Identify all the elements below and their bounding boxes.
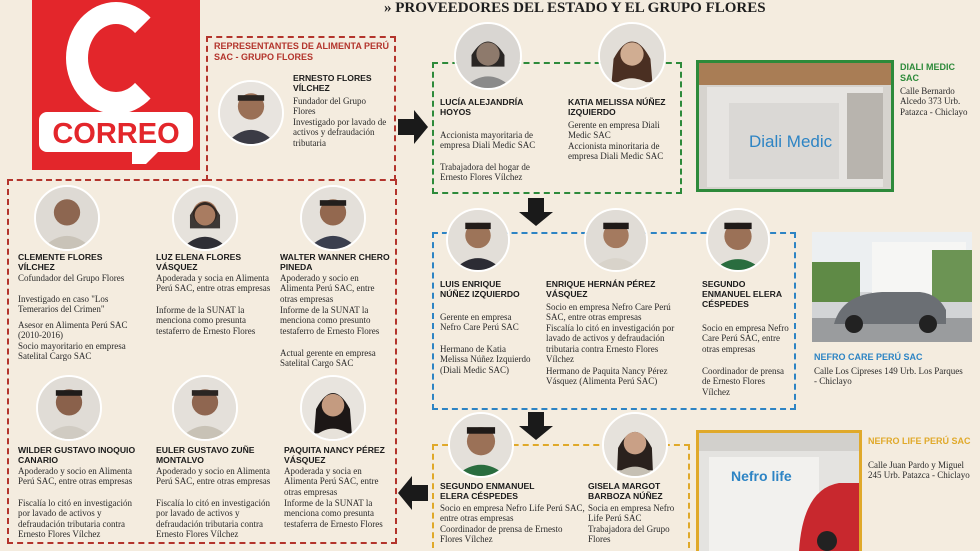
person-photo-luis: [446, 208, 510, 272]
person-name-clemente: CLEMENTE FLORES VÍLCHEZ: [18, 252, 103, 272]
person-desc-gisela-1: Socia en empresa Nefro Life Perú SAC: [588, 503, 675, 524]
person-desc-enrique-1: Socio en empresa Nefro Care Perú SAC, entre otras empresas: [546, 302, 671, 323]
person-photo-icon: [220, 82, 282, 144]
person-name-katia: KATIA MELISSA NÚÑEZ IZQUIERDO: [568, 97, 666, 117]
nefrocare-building-photo: [812, 232, 972, 342]
person-photo-icon: [448, 210, 508, 270]
diali-address: Calle Bernardo Alcedo 373 Urb. Patazca - Chiclayo: [900, 86, 968, 117]
person-name-gisela: GISELA MARGOT BARBOZA NÚÑEZ: [588, 481, 663, 501]
person-desc-katia-1: Gerente en empresa Diali Medic SAC: [568, 120, 660, 141]
person-photo-katia: [598, 22, 666, 90]
building-icon: [699, 63, 891, 189]
person-photo-euler: [172, 375, 238, 441]
person-desc-paquita-1: Apoderada y socia en Alimenta Perú SAC, entre otras empresas: [284, 466, 379, 497]
leader-desc-2: Investigado por lavado de activos y defraudación tributaria: [293, 117, 387, 148]
person-desc-walter-3: Actual gerente en empresa Satelital Cargo SAC: [280, 348, 376, 369]
nefrolife-company-name: NEFRO LIFE PERÚ SAC: [868, 436, 971, 446]
person-desc-walter-2: Informe de la SUNAT la menciona como presunto testaferro de Ernesto Flores: [280, 305, 380, 336]
person-photo-enrique: [584, 208, 648, 272]
person-photo-icon: [174, 377, 236, 439]
building-icon: [699, 433, 859, 551]
person-desc-luis-2: Hermano de Katia Melissa Núñez Izquierdo (Diali Medic SAC): [440, 344, 531, 375]
person-desc-lucia-2: Trabajadora del hogar de Ernesto Flores Vílchez: [440, 162, 530, 183]
person-photo-icon: [302, 187, 364, 249]
person-desc-euler-2: Fiscalía lo citó en investigación por lavado de activos y defraudación tributaria contra Ernesto Flores Vílchez: [156, 498, 270, 539]
person-desc-lucia-1: Accionista mayoritaria de empresa Diali Medic SAC: [440, 130, 536, 151]
person-name-segundo-care: SEGUNDO ENMANUEL ELERA CÉSPEDES: [702, 279, 782, 309]
person-photo-segundo-life: [448, 412, 514, 478]
person-photo-gisela: [602, 412, 668, 478]
leader-photo: [218, 80, 284, 146]
person-photo-icon: [450, 414, 512, 476]
person-photo-luz: [172, 185, 238, 251]
person-photo-clemente: [34, 185, 100, 251]
diali-company-name: DIALI MEDIC SAC: [900, 62, 955, 83]
diali-building-photo: [696, 60, 894, 192]
person-photo-icon: [600, 24, 664, 88]
person-photo-icon: [586, 210, 646, 270]
person-name-euler: EULER GUSTAVO ZUÑE MONTALVO: [156, 445, 255, 465]
arrow-down-icon: [519, 198, 553, 226]
person-desc-gisela-2: Trabajadora del Grupo Flores: [588, 524, 670, 545]
person-desc-luz-2: Informe de la SUNAT la menciona como presunta testaferro de Ernesto Flores: [156, 305, 256, 336]
nefrolife-sign-text: Nefro life: [731, 468, 792, 484]
person-photo-paquita: [300, 375, 366, 441]
logo-bubble-tail: [132, 150, 160, 164]
arrow-down-icon: [519, 412, 553, 440]
person-photo-icon: [38, 377, 100, 439]
person-photo-icon: [174, 187, 236, 249]
diali-sign-text: Diali Medic: [749, 132, 833, 151]
building-icon: [812, 232, 972, 342]
person-photo-segundo-care: [706, 208, 770, 272]
person-name-walter: WALTER WANNER CHERO PINEDA: [280, 252, 390, 272]
person-desc-euler-1: Apoderado y socio en Alimenta Perú SAC, entre otras empresas: [156, 466, 271, 487]
person-name-luz: LUZ ELENA FLORES VÁSQUEZ: [156, 252, 242, 272]
page-title: » PROVEEDORES DEL ESTADO Y EL GRUPO FLORES: [384, 0, 766, 16]
person-name-paquita: PAQUITA NANCY PÉREZ VÁSQUEZ: [284, 445, 385, 465]
person-desc-segundo-life-1: Socio en empresa Nefro Life Perú SAC, entre otras empresas: [440, 503, 585, 524]
person-desc-luis-1: Gerente en empresa Nefro Care Perú SAC: [440, 312, 519, 333]
person-desc-segundo-life-2: Coordinador de prensa de Ernesto Flores Vílchez: [440, 524, 563, 545]
logo-wordmark: CORREO: [52, 118, 180, 150]
nefrolife-address: Calle Juan Pardo y Miguel 245 Urb. Patazca - Chiclayo: [868, 460, 970, 481]
person-desc-wilder-1: Apoderado y socio en Alimenta Perú SAC, entre otras empresas: [18, 466, 133, 487]
person-desc-luz-1: Apoderada y socia en Alimenta Perú SAC, entre otras empresas: [156, 273, 271, 294]
person-desc-wilder-2: Fiscalía lo citó en investigación por lavado de activos y defraudación tributaria contra Ernesto Flores Vílchez: [18, 498, 132, 539]
arrow-left-icon: [398, 476, 428, 510]
person-desc-segundo-care-2: Coordinador de prensa de Ernesto Flores Vílchez: [702, 366, 784, 397]
person-photo-icon: [302, 377, 364, 439]
person-photo-wilder: [36, 375, 102, 441]
person-desc-segundo-care-1: Socio en empresa Nefro Care Perú SAC, entre otras empresas: [702, 323, 789, 354]
person-desc-clemente-3: Asesor en Alimenta Perú SAC (2010-2016): [18, 320, 128, 341]
logo-c-mark: [66, 2, 166, 114]
person-desc-enrique-3: Hermano de Paquita Nancy Pérez Vásquez (Alimenta Perú SAC): [546, 366, 668, 387]
nefrolife-building-photo: [696, 430, 862, 551]
person-name-segundo-life: SEGUNDO ENMANUEL ELERA CÉSPEDES: [440, 481, 535, 501]
person-photo-icon: [456, 24, 520, 88]
person-name-enrique: ENRIQUE HERNÁN PÉREZ VÁSQUEZ: [546, 279, 656, 299]
person-desc-clemente-2: Investigado en caso "Los Temerarios del Crimen": [18, 294, 109, 315]
correo-logo: [32, 0, 200, 170]
person-photo-icon: [604, 414, 666, 476]
person-name-wilder: WILDER GUSTAVO INOQUIO CANARIO: [18, 445, 136, 465]
person-desc-katia-2: Accionista minoritaria de empresa Diali Medic SAC: [568, 141, 664, 162]
person-photo-lucia: [454, 22, 522, 90]
nefrocare-address: Calle Los Cipreses 149 Urb. Los Parques - Chiclayo: [814, 366, 963, 387]
representantes-heading: REPRESENTANTES DE ALIMENTA PERÚ SAC - GRUPO FLORES: [214, 41, 390, 62]
person-name-lucia: LUCÍA ALEJANDRÍA HOYOS: [440, 97, 524, 117]
person-photo-icon: [36, 187, 98, 249]
person-desc-walter-1: Apoderado y socio en Alimenta Perú SAC, entre otras empresas: [280, 273, 375, 304]
person-desc-clemente-4: Socio mayoritario en empresa Satelital Cargo SAC: [18, 341, 126, 362]
person-desc-enrique-2: Fiscalía lo citó en investigación por lavado de activos y defraudación tributaria contra Ernesto Flores Vílchez: [546, 323, 675, 364]
leader-name: ERNESTO FLORES VÍLCHEZ: [293, 73, 372, 93]
person-desc-paquita-2: Informe de la SUNAT la menciona como presunta testaferra de Ernesto Flores: [284, 498, 383, 529]
representantes-box-top-left: [7, 179, 208, 181]
leader-desc-1: Fundador del Grupo Flores: [293, 96, 366, 117]
nefrocare-company-name: NEFRO CARE PERÚ SAC: [814, 352, 923, 362]
arrow-right-icon: [398, 110, 428, 144]
person-photo-icon: [708, 210, 768, 270]
person-photo-walter: [300, 185, 366, 251]
person-name-luis: LUIS ENRIQUE NÚÑEZ IZQUIERDO: [440, 279, 520, 299]
person-desc-clemente-1: Cofundador del Grupo Flores: [18, 273, 125, 283]
